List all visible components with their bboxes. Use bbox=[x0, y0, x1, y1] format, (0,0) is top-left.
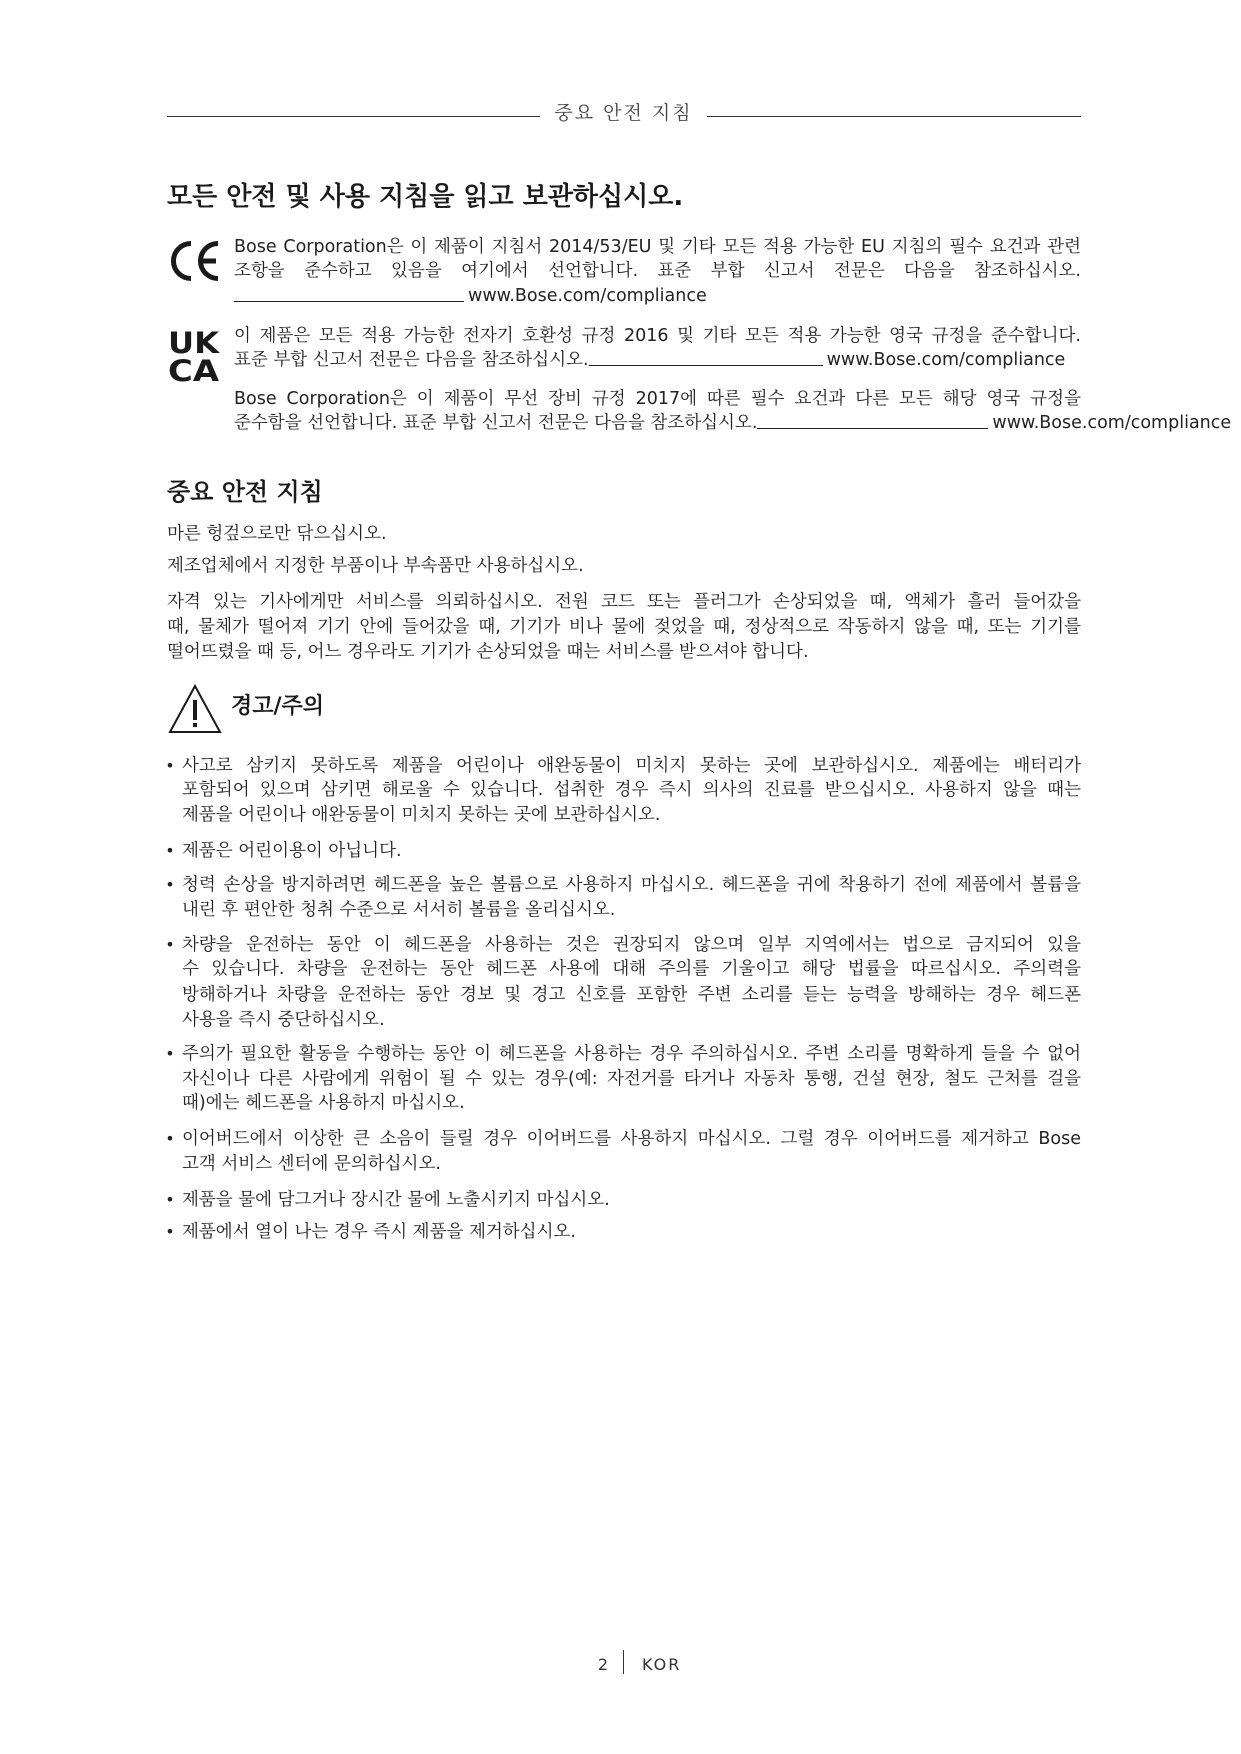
bullet-marker: • bbox=[165, 756, 175, 775]
safety-heading: 중요 안전 지침 bbox=[167, 478, 323, 506]
warning-item-line: 제품을 물에 담그거나 장시간 물에 노출시키지 마십시오. bbox=[182, 1190, 610, 1210]
blank-underline bbox=[589, 348, 823, 366]
warning-item-line: 이어버드에서 이상한 큰 소음이 들릴 경우 이어버드를 사용하지 마십시오. 그럴 경우 이어버드를 제거하고 Bose bbox=[182, 1129, 1081, 1149]
compliance-url: www.Bose.com/compliance bbox=[468, 286, 707, 306]
footer-divider bbox=[623, 1650, 624, 1674]
ukca-compliance-reference bbox=[234, 348, 1081, 372]
warning-item-line: 제품에서 열이 나는 경우 즉시 제품을 제거하십시오. bbox=[182, 1222, 576, 1242]
ukca-statement-line: 이 제품은 모든 적용 가능한 전자기 호환성 규정 2016 및 기타 모든 적용 가능한 영국 규정을 준수합니다. bbox=[234, 326, 1081, 346]
ce-statement-line: 조항을 준수하고 있음을 여기에서 선언합니다. 표준 부합 신고서 전문은 다음을 참조하십시오. bbox=[234, 261, 1081, 281]
warning-item-line: 방해하거나 차량을 운전하는 동안 경보 및 경고 신호를 포함한 주변 소리를 듣는 능력을 방해하는 경우 헤드폰 bbox=[182, 985, 1081, 1005]
bullet-marker: • bbox=[165, 841, 175, 860]
warning-item-line: 자신이나 다른 사람에게 위험이 될 수 있는 경우(예: 자전거를 타거나 자동차 통행, 건설 현장, 철도 근처를 걸을 bbox=[182, 1069, 1081, 1089]
warning-triangle-icon bbox=[167, 683, 223, 735]
safety-paragraph: 마른 헝겊으로만 닦으십시오. bbox=[167, 524, 387, 544]
warning-heading: 경고/주의 bbox=[231, 694, 325, 719]
page-title: 모든 안전 및 사용 지침을 읽고 보관하십시오. bbox=[167, 182, 684, 212]
bullet-marker: • bbox=[165, 1129, 175, 1148]
compliance-url: www.Bose.com/compliance bbox=[992, 413, 1232, 433]
bullet-marker: • bbox=[165, 935, 175, 954]
ce-compliance-reference bbox=[234, 284, 1081, 308]
running-title: 중요 안전 지침 bbox=[554, 102, 693, 124]
warning-item-line: 내린 후 편안한 청취 수준으로 서서히 볼륨을 올리십시오. bbox=[182, 900, 616, 920]
warning-item-line: 제품을 어린이나 애완동물이 미치지 못하는 곳에 보관하십시오. bbox=[182, 805, 661, 825]
blank-underline bbox=[234, 284, 464, 302]
radio-compliance-reference bbox=[234, 411, 1232, 435]
ukca-logo-top: UK bbox=[168, 326, 221, 360]
header-rule-right bbox=[707, 116, 1081, 117]
warning-item-line: 고객 서비스 센터에 문의하십시오. bbox=[182, 1154, 441, 1174]
warning-item-line: 사용을 즉시 중단하십시오. bbox=[182, 1010, 385, 1030]
bullet-marker: • bbox=[165, 875, 175, 894]
bullet-marker: • bbox=[165, 1222, 175, 1241]
warning-item-line: 수 있습니다. 차량을 운전하는 동안 헤드폰 사용에 대해 주의를 기울이고 해당 법률을 따르십시오. 주의력을 bbox=[182, 959, 1081, 979]
ce-mark-logo bbox=[167, 239, 221, 283]
blank-underline bbox=[757, 411, 988, 429]
warning-item-line: 차량을 운전하는 동안 이 헤드폰을 사용하는 것은 권장되지 않으며 일부 지역에서는 법으로 금지되어 있을 bbox=[182, 935, 1081, 955]
compliance-url: www.Bose.com/compliance bbox=[826, 350, 1066, 370]
ukca-logo-bottom: CA bbox=[168, 354, 220, 388]
page-number: 2 bbox=[597, 1655, 609, 1674]
radio-statement-line: Bose Corporation은 이 제품이 무선 장비 규정 2017에 따른 필수 요건과 다른 모든 해당 영국 규정을 bbox=[234, 389, 1081, 409]
warning-item-line: 포함되어 있으며 삼키면 해로울 수 있습니다. 섭취한 경우 즉시 의사의 진료를 받으십시오. 사용하지 않을 때는 bbox=[182, 780, 1081, 800]
warning-item-line: 제품은 어린이용이 아닙니다. bbox=[182, 841, 402, 861]
warning-item-line: 사고로 삼키지 못하도록 제품을 어린이나 애완동물이 미치지 못하는 곳에 보관하십시오. 제품에는 배터리가 bbox=[182, 756, 1081, 776]
ukca-statement-line: 표준 부합 신고서 전문은 다음을 참조하십시오. bbox=[234, 350, 589, 370]
warning-item-line: 때)에는 헤드폰을 사용하지 마십시오. bbox=[182, 1093, 465, 1113]
warning-item-line: 주의가 필요한 활동을 수행하는 동안 이 헤드폰을 사용하는 경우 주의하십시오. 주변 소리를 명확하게 들을 수 없어 bbox=[182, 1044, 1081, 1064]
ukca-mark-logo bbox=[167, 326, 221, 388]
radio-statement-line: 준수함을 선언합니다. 표준 부합 신고서 전문은 다음을 참조하십시오. bbox=[234, 413, 758, 433]
safety-paragraph: 제조업체에서 지정한 부품이나 부속품만 사용하십시오. bbox=[167, 556, 584, 576]
safety-service-line: 자격 있는 기사에게만 서비스를 의뢰하십시오. 전원 코드 또는 플러그가 손상되었을 때, 액체가 흘러 들어갔을 bbox=[167, 592, 1081, 612]
bullet-marker: • bbox=[165, 1190, 175, 1209]
warning-item-line: 청력 손상을 방지하려면 헤드폰을 높은 볼륨으로 사용하지 마십시오. 헤드폰을 귀에 착용하기 전에 제품에서 볼륨을 bbox=[182, 875, 1081, 895]
safety-service-line: 때, 물체가 떨어져 기기 안에 들어갔을 때, 기기가 비나 물에 젖었을 때, 정상적으로 작동하지 않을 때, 또는 기기를 bbox=[167, 617, 1081, 637]
language-code: KOR bbox=[642, 1655, 682, 1674]
bullet-marker: • bbox=[165, 1044, 175, 1063]
ce-statement-line: Bose Corporation은 이 제품이 지침서 2014/53/EU 및 기타 모든 적용 가능한 EU 지침의 필수 요건과 관련 bbox=[234, 237, 1081, 257]
safety-service-line: 떨어뜨렸을 때 등, 어느 경우라도 기기가 손상되었을 때는 서비스를 받으셔야 합니다. bbox=[167, 642, 809, 662]
header-rule-left bbox=[167, 116, 540, 117]
